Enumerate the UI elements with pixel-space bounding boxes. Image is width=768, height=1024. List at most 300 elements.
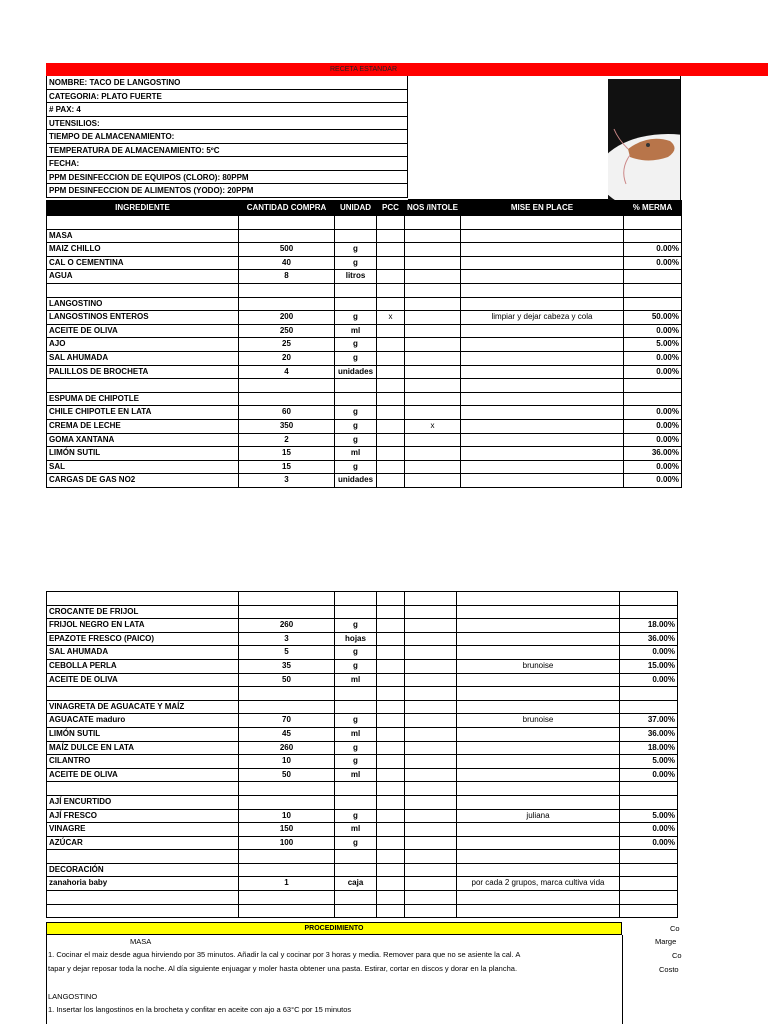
table-cell: [623, 297, 681, 311]
table-cell: [457, 795, 620, 809]
table-cell: brunoise: [457, 714, 620, 728]
table-cell: 0.00%: [620, 836, 678, 850]
info-category: CATEGORIA: PLATO FUERTE: [46, 90, 408, 104]
table-cell: 25: [239, 338, 335, 352]
recipe-header-bar: [46, 63, 768, 76]
table-cell: [460, 392, 623, 406]
table-cell: [377, 447, 405, 461]
table-cell: [377, 904, 405, 918]
table-cell: [460, 297, 623, 311]
table-cell: g: [335, 646, 377, 660]
table-cell: 36.00%: [623, 447, 681, 461]
table-cell: [460, 216, 623, 230]
table-cell: caja: [335, 877, 377, 891]
table-cell: [405, 850, 457, 864]
table-cell: 0.00%: [620, 646, 678, 660]
table-cell: [405, 687, 457, 701]
table-row: [47, 365, 682, 379]
table-cell: [47, 216, 239, 230]
table-cell: g: [335, 243, 377, 257]
table-cell: zanahoria baby: [47, 877, 239, 891]
table-cell: [405, 229, 461, 243]
side-label: Marge: [655, 937, 677, 946]
table-cell: 500: [239, 243, 335, 257]
table-header-row: [47, 201, 682, 216]
table-cell: [405, 406, 461, 420]
table-cell: [623, 392, 681, 406]
header-bar-extension: [681, 63, 768, 76]
table-cell: [239, 687, 335, 701]
table-cell: [623, 379, 681, 393]
table-row: [47, 659, 678, 673]
table-cell: [377, 229, 405, 243]
table-cell: [620, 605, 678, 619]
table-cell: [377, 768, 405, 782]
table-cell: PALILLOS DE BROCHETA: [47, 365, 239, 379]
table-cell: ml: [335, 324, 377, 338]
table-cell: [47, 283, 239, 297]
table-cell: CILANTRO: [47, 755, 239, 769]
table-cell: 0.00%: [620, 673, 678, 687]
table-cell: 45: [239, 727, 335, 741]
table-cell: [377, 419, 405, 433]
table-cell: [377, 474, 405, 488]
table-cell: 15: [239, 447, 335, 461]
table-cell: [460, 406, 623, 420]
table-cell: [335, 850, 377, 864]
table-cell: [377, 433, 405, 447]
table-cell: 0.00%: [623, 474, 681, 488]
table-row: [47, 782, 678, 796]
table-row: [47, 687, 678, 701]
table-cell: [623, 216, 681, 230]
table-cell: LIMÓN SUTIL: [47, 447, 239, 461]
table-cell: [405, 795, 457, 809]
table-cell: [405, 283, 461, 297]
dish-photo-frame: [408, 76, 681, 200]
table-cell: brunoise: [457, 659, 620, 673]
table-row: [47, 863, 678, 877]
table-cell: [405, 216, 461, 230]
table-cell: [335, 379, 377, 393]
table-row: [47, 850, 678, 864]
table-cell: [377, 605, 405, 619]
table-row: [47, 243, 682, 257]
table-cell: unidades: [335, 474, 377, 488]
table-cell: g: [335, 406, 377, 420]
table-cell: [620, 850, 678, 864]
table-cell: [405, 324, 461, 338]
table-cell: 50: [239, 673, 335, 687]
table-cell: [377, 406, 405, 420]
info-name: NOMBRE: TACO DE LANGOSTINO: [46, 76, 408, 90]
table-cell: [620, 904, 678, 918]
table-cell: [377, 809, 405, 823]
table-cell: GOMA XANTANA: [47, 433, 239, 447]
table-row: [47, 460, 682, 474]
table-cell: [335, 605, 377, 619]
table-cell: [335, 782, 377, 796]
table-cell: hojas: [335, 632, 377, 646]
info-ppm-food: PPM DESINFECCION DE ALIMENTOS (YODO): 20PPM: [46, 184, 408, 198]
table-row: [47, 755, 678, 769]
table-cell: 3: [239, 474, 335, 488]
ingredients-table-2: [46, 591, 678, 918]
table-cell: [47, 782, 239, 796]
table-cell: AGUA: [47, 270, 239, 284]
table-cell: [239, 700, 335, 714]
table-cell: [239, 379, 335, 393]
table-cell: 15: [239, 460, 335, 474]
table-cell: [47, 687, 239, 701]
table-cell: 150: [239, 823, 335, 837]
table-row: [47, 646, 678, 660]
table-cell: [457, 755, 620, 769]
table-cell: [460, 460, 623, 474]
table-cell: [405, 863, 457, 877]
table-cell: ESPUMA DE CHIPOTLE: [47, 392, 239, 406]
table-cell: 0.00%: [623, 365, 681, 379]
table-cell: [377, 659, 405, 673]
procedure-section-title: MASA: [130, 937, 152, 946]
table-cell: [239, 795, 335, 809]
table-cell: [620, 891, 678, 905]
table-cell: CEBOLLA PERLA: [47, 659, 239, 673]
table-cell: [377, 270, 405, 284]
table-cell: [377, 256, 405, 270]
table-row: [47, 727, 678, 741]
column-header: PCC: [377, 201, 405, 216]
table-cell: [239, 891, 335, 905]
table-cell: [377, 619, 405, 633]
table-cell: [457, 727, 620, 741]
table-row: [47, 351, 682, 365]
table-row: [47, 297, 682, 311]
table-cell: 50.00%: [623, 311, 681, 325]
table-cell: [377, 741, 405, 755]
table-cell: [460, 324, 623, 338]
table-cell: limpiar y dejar cabeza y cola: [460, 311, 623, 325]
table-cell: [47, 904, 239, 918]
side-label: Co: [672, 951, 682, 960]
table-cell: [405, 904, 457, 918]
table-row: [47, 809, 678, 823]
table-row: [47, 324, 682, 338]
table-row: [47, 229, 682, 243]
table-cell: [335, 592, 377, 606]
table-cell: 10: [239, 755, 335, 769]
table-cell: 0.00%: [623, 433, 681, 447]
table-cell: [405, 297, 461, 311]
table-cell: juliana: [457, 809, 620, 823]
table-cell: 37.00%: [620, 714, 678, 728]
side-label: Co: [670, 924, 680, 933]
column-header: MISE EN PLACE: [460, 201, 623, 216]
table-cell: SAL: [47, 460, 239, 474]
table-cell: 36.00%: [620, 727, 678, 741]
table-cell: [405, 632, 457, 646]
table-cell: g: [335, 755, 377, 769]
table-cell: [405, 755, 457, 769]
table-cell: [377, 646, 405, 660]
table-cell: 36.00%: [620, 632, 678, 646]
table-cell: [405, 619, 457, 633]
table-cell: 18.00%: [620, 619, 678, 633]
table-cell: [405, 270, 461, 284]
table-cell: MAÍZ DULCE EN LATA: [47, 741, 239, 755]
table-cell: MAIZ CHILLO: [47, 243, 239, 257]
table-cell: SAL AHUMADA: [47, 646, 239, 660]
table-cell: [405, 379, 461, 393]
table-cell: [405, 823, 457, 837]
table-cell: CARGAS DE GAS NO2: [47, 474, 239, 488]
table-cell: [239, 297, 335, 311]
table-cell: 250: [239, 324, 335, 338]
procedure-step-text: 1. Insertar los langostinos en la brocheta y confitar en aceite con ajo a 63°C por 15 minutos: [48, 1005, 352, 1014]
table-cell: x: [405, 419, 461, 433]
table-cell: [377, 297, 405, 311]
procedure-step-text: 1. Cocinar el maiz desde agua hirviendo por 35 minutos. Añadir la cal y cocinar por 3 horas y media. Remover para que no se asiente la cal. A: [48, 950, 521, 959]
table-cell: [377, 283, 405, 297]
table-cell: [457, 782, 620, 796]
table-row: [47, 592, 678, 606]
table-cell: [405, 659, 457, 673]
table-cell: [239, 392, 335, 406]
table-cell: [457, 632, 620, 646]
table-cell: [457, 700, 620, 714]
table-cell: x: [377, 311, 405, 325]
table-cell: [239, 229, 335, 243]
table-cell: [405, 365, 461, 379]
table-cell: CHILE CHIPOTLE EN LATA: [47, 406, 239, 420]
table-cell: g: [335, 741, 377, 755]
table-cell: AJÍ FRESCO: [47, 809, 239, 823]
recipe-header-title: RECETA ESTANDAR: [329, 66, 398, 73]
table-cell: 0.00%: [623, 243, 681, 257]
column-header: INGREDIENTE: [47, 201, 239, 216]
table-cell: EPAZOTE FRESCO (PAICO): [47, 632, 239, 646]
table-cell: [457, 823, 620, 837]
table-cell: [620, 687, 678, 701]
table-row: [47, 474, 682, 488]
table-cell: [377, 727, 405, 741]
table-cell: 8: [239, 270, 335, 284]
table-cell: [405, 877, 457, 891]
table-cell: 5.00%: [620, 755, 678, 769]
table-cell: [335, 216, 377, 230]
table-cell: [405, 338, 461, 352]
table-cell: [47, 850, 239, 864]
table-cell: SAL AHUMADA: [47, 351, 239, 365]
table-cell: 35: [239, 659, 335, 673]
table-cell: g: [335, 433, 377, 447]
table-cell: [405, 433, 461, 447]
table-row: [47, 700, 678, 714]
table-cell: [460, 229, 623, 243]
table-cell: DECORACIÓN: [47, 863, 239, 877]
table-cell: CREMA DE LECHE: [47, 419, 239, 433]
table-cell: 350: [239, 419, 335, 433]
table-row: [47, 311, 682, 325]
table-cell: 20: [239, 351, 335, 365]
table-row: [47, 877, 678, 891]
table-cell: ACEITE DE OLIVA: [47, 673, 239, 687]
table-cell: [620, 782, 678, 796]
table-cell: [460, 270, 623, 284]
table-cell: [239, 605, 335, 619]
table-row: [47, 619, 678, 633]
column-header: UNIDAD: [335, 201, 377, 216]
info-date: FECHA:: [46, 157, 408, 171]
table-cell: [457, 904, 620, 918]
table-cell: [335, 687, 377, 701]
table-cell: 0.00%: [623, 351, 681, 365]
table-cell: [377, 891, 405, 905]
procedure-section-title: LANGOSTINO: [48, 992, 98, 1001]
table-cell: [623, 229, 681, 243]
info-ppm-equipment: PPM DESINFECCION DE EQUIPOS (CLORO): 80PPM: [46, 171, 408, 185]
table-cell: [460, 474, 623, 488]
table-cell: [460, 419, 623, 433]
table-cell: ml: [335, 727, 377, 741]
table-cell: [377, 243, 405, 257]
table-cell: [335, 392, 377, 406]
table-cell: 200: [239, 311, 335, 325]
table-cell: [460, 243, 623, 257]
table-cell: AGUACATE maduro: [47, 714, 239, 728]
table-cell: [377, 338, 405, 352]
table-cell: [239, 863, 335, 877]
table-cell: [377, 782, 405, 796]
table-cell: 0.00%: [623, 256, 681, 270]
table-row: [47, 768, 678, 782]
table-row: [47, 419, 682, 433]
table-cell: 40: [239, 256, 335, 270]
column-header: CANTIDAD COMPRA: [239, 201, 335, 216]
table-cell: [377, 673, 405, 687]
table-cell: 0.00%: [623, 460, 681, 474]
table-cell: g: [335, 809, 377, 823]
table-cell: [457, 863, 620, 877]
table-cell: g: [335, 836, 377, 850]
table-cell: [377, 592, 405, 606]
table-cell: ml: [335, 673, 377, 687]
table-cell: [239, 904, 335, 918]
table-cell: MASA: [47, 229, 239, 243]
table-cell: [377, 823, 405, 837]
table-cell: [623, 283, 681, 297]
table-cell: g: [335, 338, 377, 352]
table-cell: [405, 700, 457, 714]
table-cell: 2: [239, 433, 335, 447]
table-cell: 260: [239, 619, 335, 633]
table-cell: [47, 379, 239, 393]
table-cell: [620, 877, 678, 891]
table-cell: [239, 782, 335, 796]
table-cell: [335, 229, 377, 243]
table-cell: 10: [239, 809, 335, 823]
table-cell: g: [335, 714, 377, 728]
table-cell: [405, 311, 461, 325]
table-cell: ACEITE DE OLIVA: [47, 768, 239, 782]
table-row: [47, 714, 678, 728]
table-cell: [405, 460, 461, 474]
table-cell: 0.00%: [623, 406, 681, 420]
table-cell: 1: [239, 877, 335, 891]
table-cell: [405, 891, 457, 905]
table-cell: [405, 768, 457, 782]
table-cell: [457, 592, 620, 606]
table-cell: [457, 687, 620, 701]
table-cell: 5.00%: [620, 809, 678, 823]
table-cell: [623, 270, 681, 284]
table-row: [47, 795, 678, 809]
table-row: [47, 823, 678, 837]
table-cell: [405, 392, 461, 406]
table-cell: ACEITE DE OLIVA: [47, 324, 239, 338]
table-cell: [460, 351, 623, 365]
table-cell: [457, 673, 620, 687]
table-cell: LIMÓN SUTIL: [47, 727, 239, 741]
table-row: [47, 891, 678, 905]
side-label: Costo: [659, 965, 679, 974]
table-cell: AJÍ ENCURTIDO: [47, 795, 239, 809]
info-utensils: UTENSILIOS:: [46, 117, 408, 131]
table-row: [47, 433, 682, 447]
table-cell: [377, 324, 405, 338]
table-row: [47, 379, 682, 393]
table-cell: [239, 850, 335, 864]
table-row: [47, 256, 682, 270]
table-cell: por cada 2 grupos, marca cultiva vida: [457, 877, 620, 891]
table-cell: [405, 605, 457, 619]
table-cell: [405, 243, 461, 257]
ingredients-table-1: [46, 200, 682, 488]
table-cell: ml: [335, 768, 377, 782]
table-cell: CROCANTE DE FRIJOL: [47, 605, 239, 619]
table-cell: [457, 836, 620, 850]
table-cell: [457, 741, 620, 755]
table-cell: [335, 904, 377, 918]
table-cell: 18.00%: [620, 741, 678, 755]
info-storage-temp: TEMPERATURA DE ALMACENAMIENTO: 5ºC: [46, 144, 408, 158]
table-cell: [377, 460, 405, 474]
table-cell: 50: [239, 768, 335, 782]
table-cell: [405, 727, 457, 741]
table-cell: [405, 646, 457, 660]
table-cell: [405, 351, 461, 365]
table-cell: AZÚCAR: [47, 836, 239, 850]
table-cell: [335, 297, 377, 311]
table-row: [47, 216, 682, 230]
table-cell: [377, 216, 405, 230]
table-cell: [377, 850, 405, 864]
table-cell: unidades: [335, 365, 377, 379]
table-cell: [377, 351, 405, 365]
table-cell: [47, 891, 239, 905]
table-row: [47, 605, 678, 619]
table-cell: [460, 256, 623, 270]
table-cell: 4: [239, 365, 335, 379]
info-storage-time: TIEMPO DE ALMACENAMIENTO:: [46, 130, 408, 144]
procedure-header: PROCEDIMIENTO: [46, 922, 622, 935]
info-pax: # PAX: 4: [46, 103, 408, 117]
table-cell: [377, 365, 405, 379]
table-cell: 0.00%: [623, 324, 681, 338]
table-cell: [405, 474, 461, 488]
table-cell: FRIJOL NEGRO EN LATA: [47, 619, 239, 633]
table-cell: [47, 592, 239, 606]
